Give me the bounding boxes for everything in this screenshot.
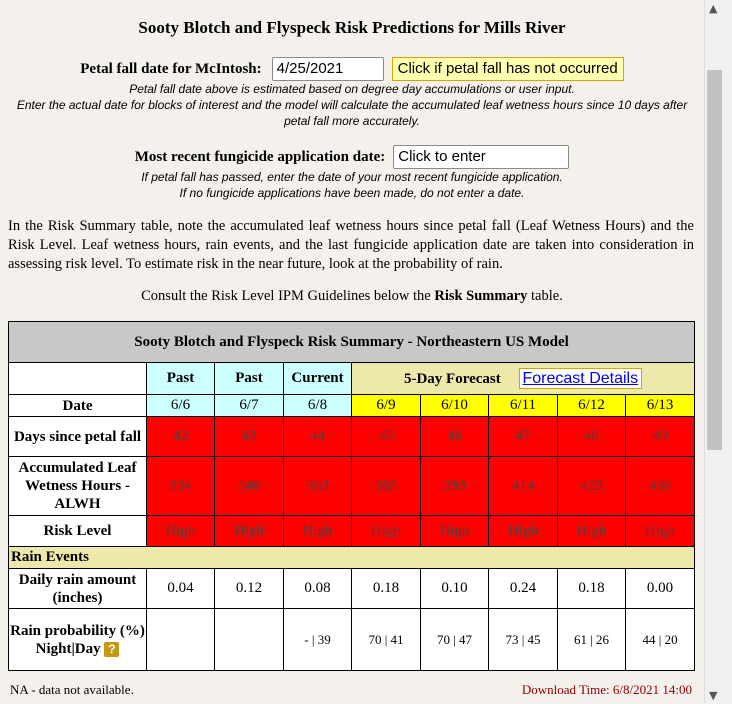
rain-amount-cell: 0.24 — [489, 569, 558, 609]
petal-fall-label: Petal fall date for McIntosh: — [80, 61, 262, 77]
rain-prob-cell: - | 39 — [284, 609, 352, 671]
rain-amount-cell: 0.08 — [284, 569, 352, 609]
petal-fall-note-1: Petal fall date above is estimated based on degree day accumulations or user input. — [129, 82, 575, 96]
rain-amount-cell: 0.00 — [626, 569, 695, 609]
rain-amount-row — [9, 569, 695, 609]
date-row-label: Date — [9, 395, 147, 417]
rain-amount-cell: 0.12 — [215, 569, 284, 609]
risk-level-cell: High — [626, 516, 695, 547]
rain-amount-cell: 0.18 — [558, 569, 626, 609]
forecast-header — [352, 363, 695, 395]
rain-amount-cell: 0.18 — [352, 569, 421, 609]
date-cell: 6/7 — [215, 395, 284, 417]
days-row-label: Days since petal fall — [9, 417, 147, 457]
alwh-cell: 425 — [558, 457, 626, 516]
petal-fall-date-input[interactable]: 4/25/2021 — [272, 57, 384, 81]
petal-fall-not-occurred-button[interactable]: Click if petal fall has not occurred — [392, 57, 624, 81]
risk-summary-instructions: In the Risk Summary table, note the accumulated leaf wetness hours since petal fall (Leaf Wetness Hours) and the Risk Level. Leaf wetness hours, rain events, and the last fungicide application date are taken into consideration in assessing risk level. To estimate risk in the near future, look at the probability of rain. — [8, 218, 694, 272]
days-cell: 46 — [421, 417, 489, 457]
scrollbar-thumb[interactable] — [707, 70, 722, 450]
rain-prob-cell: 44 | 20 — [626, 609, 695, 671]
date-cell: 6/11 — [489, 395, 558, 417]
rain-amount-cell: 0.10 — [421, 569, 489, 609]
risk-level-cell: High — [147, 516, 215, 547]
rain-amount-label: Daily rain amount (inches) — [9, 569, 147, 609]
header-blank-cell — [9, 363, 147, 395]
risk-level-cell: High — [489, 516, 558, 547]
na-note: NA - data not available. — [10, 682, 134, 697]
past-header-1: Past — [147, 363, 215, 395]
days-cell: 43 — [215, 417, 284, 457]
past-header-2: Past — [215, 363, 284, 395]
date-cell: 6/13 — [626, 395, 695, 417]
download-time: Download Time: 6/8/2021 14:00 — [521, 682, 692, 697]
rain-prob-label-2-text: Night|Day — [35, 640, 101, 657]
petal-fall-row — [0, 57, 704, 81]
rain-prob-cell: 70 | 41 — [352, 609, 421, 671]
rain-prob-row — [9, 609, 695, 671]
fungicide-label: Most recent fungicide application date: — [134, 149, 386, 165]
guidelines-note-prefix: Consult the Risk Level IPM Guidelines below the — [141, 288, 435, 304]
current-header: Current — [284, 363, 352, 395]
guidelines-note — [0, 287, 704, 306]
table-title: Sooty Blotch and Flyspeck Risk Summary - Northeastern US Model — [9, 322, 695, 363]
guidelines-note-bold: Risk Summary — [434, 288, 528, 304]
rain-prob-cell — [147, 609, 215, 671]
alwh-cell: 363 — [284, 457, 352, 516]
rain-amount-cell: 0.04 — [147, 569, 215, 609]
alwh-row — [9, 457, 695, 516]
rain-events-section: Rain Events — [9, 547, 695, 569]
alwh-cell: 385 — [352, 457, 421, 516]
help-icon[interactable]: ? — [104, 642, 119, 657]
days-cell: 49 — [626, 417, 695, 457]
risk-summary-table — [8, 321, 695, 671]
date-cell: 6/10 — [421, 395, 489, 417]
risk-level-cell: High — [558, 516, 626, 547]
forecast-header-label: 5-Day Forecast — [403, 370, 501, 387]
risk-level-cell: High — [215, 516, 284, 547]
days-row — [9, 417, 695, 457]
guidelines-note-suffix: table. — [527, 288, 563, 304]
alwh-cell: 414 — [489, 457, 558, 516]
alwh-cell: 436 — [626, 457, 695, 516]
rain-events-row — [9, 547, 695, 569]
rain-prob-cell: 70 | 47 — [421, 609, 489, 671]
rain-prob-cell: 73 | 45 — [489, 609, 558, 671]
rain-prob-cell: 61 | 26 — [558, 609, 626, 671]
alwh-cell: 346 — [215, 457, 284, 516]
days-cell: 42 — [147, 417, 215, 457]
date-cell: 6/8 — [284, 395, 352, 417]
days-cell: 45 — [352, 417, 421, 457]
rain-prob-label-1: Rain probability (%) — [10, 622, 145, 639]
page-title: Sooty Blotch and Flyspeck Risk Predictions for Mills River — [138, 18, 566, 37]
risk-row — [9, 516, 695, 547]
risk-level-cell: High — [284, 516, 352, 547]
forecast-details-link[interactable]: Forecast Details — [519, 368, 643, 389]
days-cell: 44 — [284, 417, 352, 457]
risk-level-cell: High — [421, 516, 489, 547]
rain-prob-label — [9, 609, 147, 671]
days-cell: 47 — [489, 417, 558, 457]
scroll-up-icon[interactable]: ▲ — [709, 2, 718, 15]
alwh-cell: 334 — [147, 457, 215, 516]
date-row — [9, 395, 695, 417]
alwh-cell: 399 — [421, 457, 489, 516]
fungicide-note-1: If petal fall has passed, enter the date of your most recent fungicide application. — [141, 170, 563, 184]
fungicide-row — [0, 145, 704, 169]
alwh-row-label: Accumulated Leaf Wetness Hours - ALWH — [9, 457, 147, 516]
date-cell: 6/9 — [352, 395, 421, 417]
fungicide-note — [0, 169, 704, 201]
scroll-down-icon[interactable]: ▼ — [709, 689, 718, 702]
fungicide-date-input[interactable]: Click to enter — [393, 145, 569, 169]
date-cell: 6/6 — [147, 395, 215, 417]
days-cell: 48 — [558, 417, 626, 457]
fungicide-note-2: If no fungicide applications have been made, do not enter a date. — [179, 186, 525, 200]
risk-level-cell: High — [352, 516, 421, 547]
petal-fall-note — [6, 81, 698, 129]
rain-prob-cell — [215, 609, 284, 671]
vertical-scrollbar[interactable] — [704, 0, 732, 704]
rain-prob-label-2 — [9, 640, 146, 658]
petal-fall-note-2: Enter the actual date for blocks of interest and the model will calculate the accumulated leaf wetness hours since 10 days after petal fall more accurately. — [16, 98, 688, 128]
date-cell: 6/12 — [558, 395, 626, 417]
risk-row-label: Risk Level — [9, 516, 147, 547]
